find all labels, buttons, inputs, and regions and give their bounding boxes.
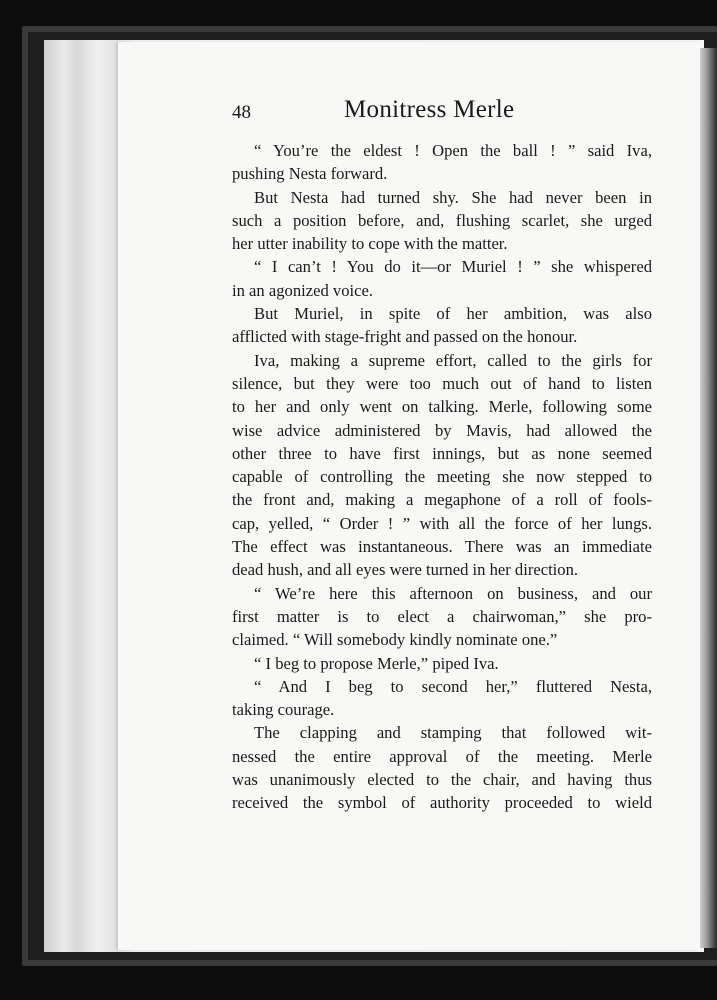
text-line: “ And I beg to second her,” fluttered Nesta,: [254, 676, 652, 696]
text-line: claimed. “ Will somebody kindly nominate one.”: [232, 630, 558, 650]
text-line: “ You’re the eldest ! Open the ball ! ” said Iva,: [254, 141, 652, 160]
text-line: such a position before, and, flushing scarlet, she urged: [232, 210, 652, 230]
text-line: “ I can’t ! You do it—or Muriel ! ” she whispered: [254, 257, 652, 277]
text-line: pushing Nesta forward.: [232, 164, 388, 184]
text-line: The effect was instantaneous. There was an immediate: [232, 537, 652, 557]
text-line: received the symbol of authority proceeded to wield: [232, 793, 652, 813]
text-line: The clapping and stamping that followed wit-: [254, 723, 652, 743]
text-line: cap, yelled, “ Order ! ” with all the force of her lungs.: [232, 513, 652, 533]
text-line: But Nesta had turned shy. She had never been in: [254, 187, 652, 207]
text-line: the front and, making a megaphone of a roll of fools-: [232, 490, 652, 510]
text-line: other three to have first innings, but as none seemed: [232, 443, 652, 463]
running-title: Monitress Merle: [344, 96, 515, 123]
text-line: nessed the entire approval of the meeting. Merle: [232, 746, 652, 766]
text-line: “ We’re here this afternoon on business, and our: [254, 583, 652, 603]
text-line: to her and only went on talking. Merle, following some: [232, 397, 652, 417]
body-text: [232, 139, 652, 815]
text-line: taking courage.: [232, 700, 335, 720]
text-line: first matter is to elect a chairwoman,” she pro-: [232, 606, 652, 626]
text-line: capable of controlling the meeting she now stepped to: [232, 467, 652, 487]
page-gutter-shadow: [700, 48, 717, 948]
page-number: 48: [232, 102, 251, 123]
text-line: wise advice administered by Mavis, had allowed the: [232, 420, 652, 440]
text-line: in an agonized voice.: [232, 280, 373, 300]
text-line: “ I beg to propose Merle,” piped Iva.: [254, 653, 499, 673]
text-line: Iva, making a supreme effort, called to the girls for: [254, 350, 652, 370]
text-line: was unanimously elected to the chair, and having thus: [232, 770, 652, 790]
text-line: dead hush, and all eyes were turned in her direction.: [232, 560, 579, 580]
text-line: her utter inability to cope with the matter.: [232, 234, 508, 254]
text-line: But Muriel, in spite of her ambition, was also: [254, 304, 652, 324]
page-header: [232, 96, 657, 136]
text-line: afflicted with stage-fright and passed on the honour.: [232, 327, 578, 347]
text-line: silence, but they were too much out of hand to listen: [232, 373, 652, 393]
